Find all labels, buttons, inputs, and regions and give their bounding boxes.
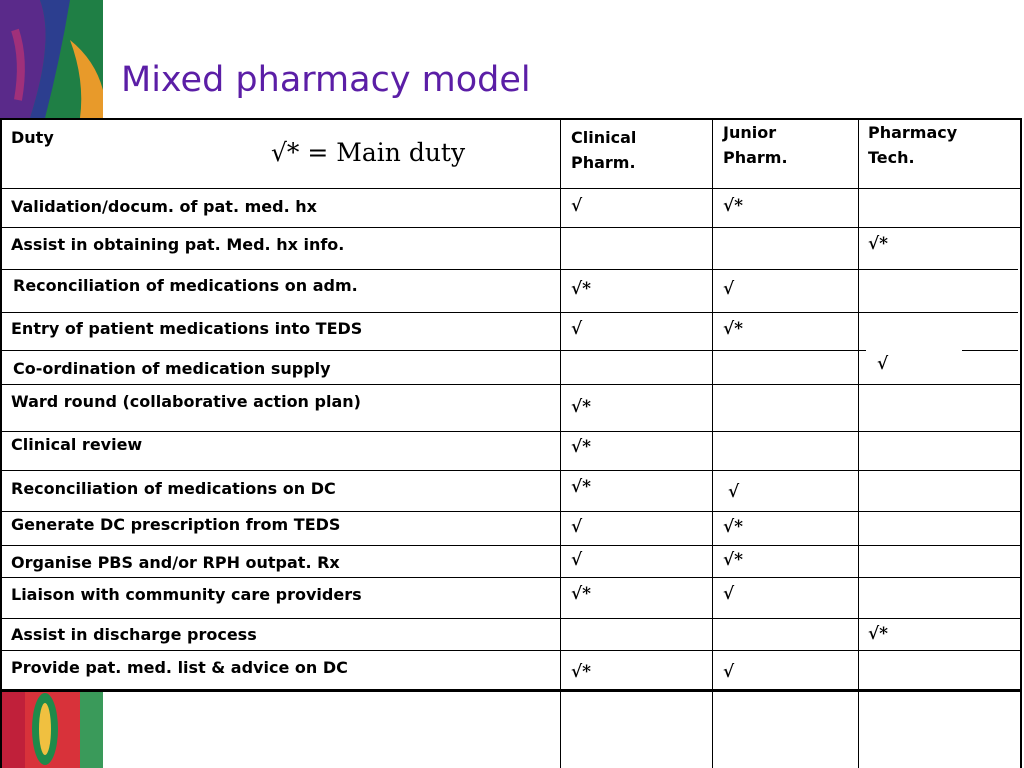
- clinical-mark: √*: [571, 437, 592, 457]
- junior-mark: √: [728, 482, 740, 502]
- duty-cell: Entry of patient medications into TEDS: [11, 319, 363, 338]
- row-divider: [0, 470, 1022, 471]
- row-divider: [0, 577, 1022, 578]
- header-pharmacy-tech: Pharmacy Tech.: [868, 123, 958, 167]
- duty-cell: Clinical review: [11, 435, 143, 454]
- row-divider: [0, 431, 1022, 432]
- row-divider: [0, 384, 1022, 385]
- header-junior-pharm: Junior Pharm.: [723, 123, 788, 167]
- row-divider: [0, 269, 1018, 270]
- clinical-mark: √*: [571, 477, 592, 497]
- duty-cell: Reconciliation of medications on adm.: [13, 276, 358, 295]
- junior-mark: √*: [723, 196, 744, 216]
- column-divider: [712, 118, 713, 768]
- row-divider: [0, 650, 1022, 651]
- duty-cell: Generate DC prescription from TEDS: [11, 515, 341, 534]
- tech-mark: √*: [868, 624, 889, 644]
- junior-mark: √: [723, 584, 735, 604]
- clinical-mark: √*: [571, 279, 592, 299]
- duty-cell: Assist in obtaining pat. Med. hx info.: [11, 235, 345, 254]
- duty-cell: Organise PBS and/or RPH outpat. Rx: [11, 553, 340, 572]
- clinical-mark: √*: [571, 662, 592, 682]
- header-clinical-pharm: Clinical Pharm.: [571, 128, 637, 172]
- duty-cell: Liaison with community care providers: [11, 585, 362, 604]
- row-divider: [0, 188, 1022, 189]
- junior-mark: √: [723, 662, 735, 682]
- duty-cell: Co-ordination of medication supply: [13, 359, 331, 378]
- clinical-mark: √: [571, 517, 583, 537]
- duty-cell: Ward round (collaborative action plan): [11, 392, 361, 411]
- duty-cell: Provide pat. med. list & advice on DC: [11, 658, 348, 677]
- table-bottom-border: [0, 689, 1022, 692]
- junior-mark: √*: [723, 517, 744, 537]
- row-divider: [0, 511, 1022, 512]
- clinical-mark: √*: [571, 397, 592, 417]
- tech-mark: √*: [868, 234, 889, 254]
- row-divider: [962, 350, 1018, 351]
- column-divider: [560, 118, 561, 768]
- header-duty: Duty: [11, 128, 54, 147]
- clinical-mark: √: [571, 196, 583, 216]
- junior-mark: √*: [723, 319, 744, 339]
- row-divider: [0, 227, 1022, 228]
- legend-main-duty: √* = Main duty: [271, 138, 466, 167]
- duty-cell: Validation/docum. of pat. med. hx: [11, 197, 317, 216]
- row-divider: [0, 350, 866, 351]
- clinical-mark: √*: [571, 584, 592, 604]
- duty-cell: Reconciliation of medications on DC: [11, 479, 336, 498]
- junior-mark: √*: [723, 550, 744, 570]
- slide-title: Mixed pharmacy model: [121, 60, 531, 100]
- clinical-mark: √: [571, 550, 583, 570]
- duty-cell: Assist in discharge process: [11, 625, 257, 644]
- decorative-artwork-top: [0, 0, 103, 118]
- row-divider: [0, 312, 1018, 313]
- tech-mark: √: [877, 354, 889, 374]
- row-divider: [0, 545, 1022, 546]
- column-divider: [858, 118, 859, 768]
- row-divider: [0, 618, 1022, 619]
- junior-mark: √: [723, 279, 735, 299]
- clinical-mark: √: [571, 319, 583, 339]
